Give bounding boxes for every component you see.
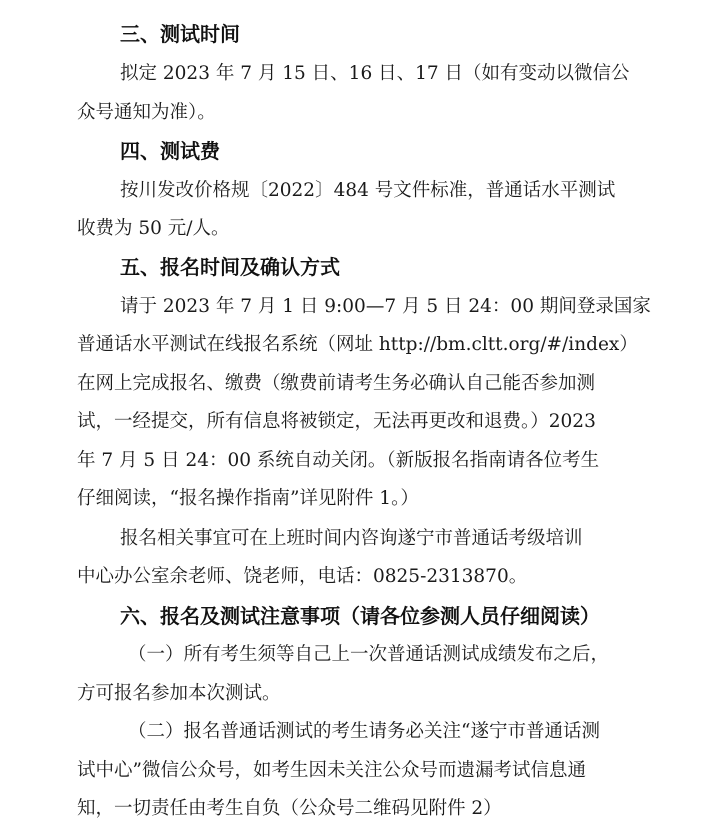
paragraph-line: 试，一经提交，所有信息将被锁定，无法再更改和退费。）2023: [77, 411, 596, 432]
paragraph-line: 仔细阅读，“报名操作指南”详见附件 1。）: [77, 488, 419, 509]
paragraph-line: 报名相关事宜可在上班时间内咨询遂宁市普通话考级培训: [120, 528, 583, 549]
section-heading-notes: 六、报名及测试注意事项（请各位参测人员仔细阅读）: [120, 604, 600, 628]
paragraph-line: 方可报名参加本次测试。: [77, 683, 281, 704]
paragraph-line: （一）所有考生须等自己上一次普通话测试成绩发布之后，: [128, 644, 610, 665]
paragraph-line: 拟定 2023 年 7 月 15 日、16 日、17 日（如有变动以微信公: [120, 63, 630, 84]
paragraph-line: 众号通知为准）。: [77, 102, 216, 123]
section-heading-test-fee: 四、测试费: [120, 139, 220, 163]
paragraph-line: 试中心”微信公众号，如考生因未关注公众号而遗漏考试信息通: [77, 760, 586, 781]
paragraph-line: 知，一切责任由考生自负（公众号二维码见附件 2）: [77, 798, 502, 819]
section-heading-test-time: 三、测试时间: [120, 22, 240, 46]
section-heading-registration: 五、报名时间及确认方式: [120, 255, 340, 279]
paragraph-line: （二）报名普通话测试的考生请务必关注“遂宁市普通话测: [128, 721, 600, 742]
paragraph-line: 按川发改价格规〔2022〕484 号文件标准，普通话水平测试: [120, 180, 616, 201]
paragraph-line: 普通话水平测试在线报名系统（网址 http://bm.cltt.org/#/index）: [77, 334, 638, 355]
paragraph-line: 在网上完成报名、缴费（缴费前请考生务必确认自己能否参加测: [77, 373, 596, 394]
paragraph-line: 请于 2023 年 7 月 1 日 9:00—7 月 5 日 24：00 期间登录国家: [120, 296, 651, 317]
paragraph-line: 中心办公室余老师、饶老师，电话：0825-2313870。: [77, 566, 528, 587]
paragraph-line: 年 7 月 5 日 24：00 系统自动关闭。（新版报名指南请各位考生: [77, 450, 600, 471]
paragraph-line: 收费为 50 元/人。: [77, 218, 230, 239]
